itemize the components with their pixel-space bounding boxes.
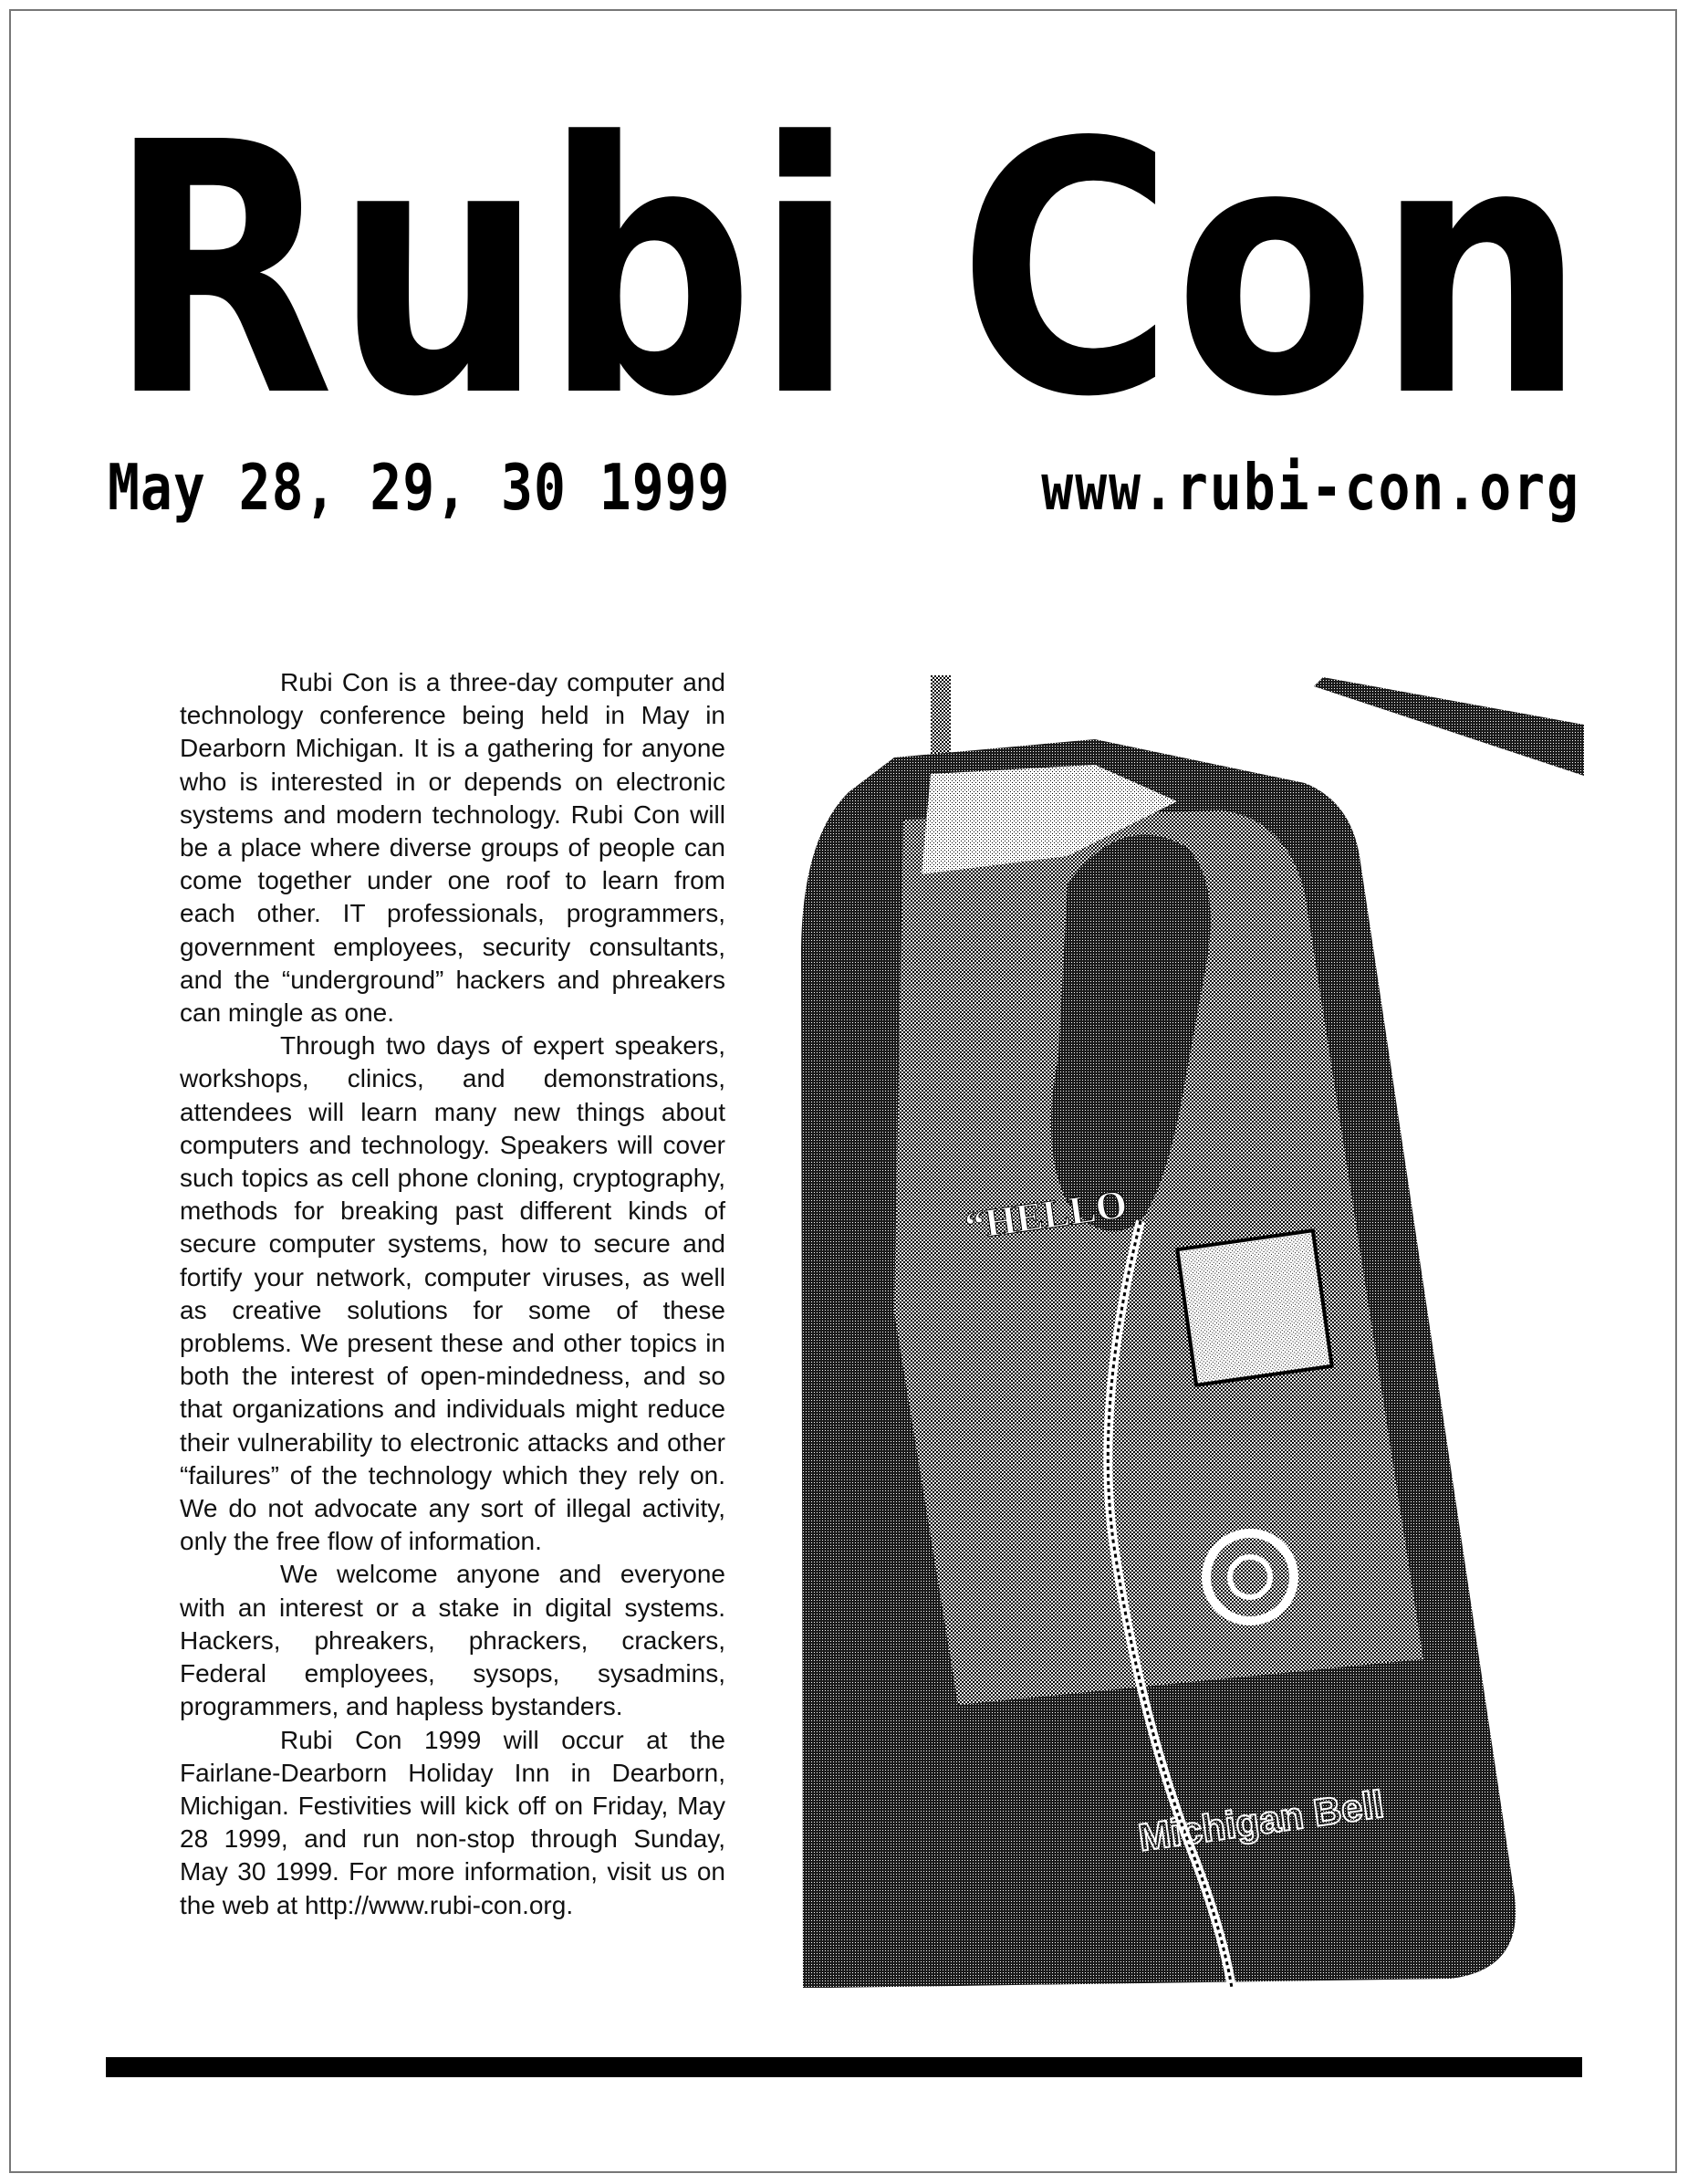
paragraph-welcome: We welcome anyone and everyone with an interest or a stake in digital systems. Hackers, phreakers, phrackers, crackers, Federal employees, sysops, sysadmins, programmers, and hapless bystanders. xyxy=(180,1560,725,1721)
website-url: www.rubi-con.org xyxy=(1041,450,1580,525)
paragraph-topics: Through two days of expert speakers, workshops, clinics, and demonstrations, attendees will learn many new things about computers and technology. Speakers will cover such topics as cell phone cloning, cryptography, methods for breaking past different kinds of secure computer systems, how to secure and fortify your network, computer viruses, as well as creative solutions for some of these problems. We present these and other topics in both the interest of open-mindedness, and so that organizations and individuals might reduce their vulnerability to electronic attacks and other “failures” of the technology which they rely on. We do not advocate any sort of illegal activity, only the free flow of information. xyxy=(180,1031,725,1556)
footer-rule xyxy=(106,2057,1582,2077)
page-title: Rubi Con xyxy=(108,117,1586,402)
instruction-card xyxy=(1177,1230,1331,1385)
paragraph-location: Rubi Con 1999 will occur at the Fairlane-Dearborn Holiday Inn in Dearborn, Michigan. Festivities will kick off on Friday, May 28 1999, and run non-stop through Sunday, May 30 1999. For more information, visit us on the web at http://www.rubi-con.org. xyxy=(180,1725,725,1919)
paragraph-intro: Rubi Con is a three-day computer and technology conference being held in May in Dearborn Michigan. It is a gathering for anyone who is interested in or depends on electronic systems and modern technology. Rubi Con will be a place where diverse groups of people can come together under one roof to learn from each other. IT professionals, programmers, government employees, security consultants, and the “underground” hackers and phreakers can mingle as one. xyxy=(180,668,725,1028)
diagonal-bar xyxy=(1314,677,1584,776)
event-dates: May 28, 29, 30 1999 xyxy=(108,450,731,525)
payphone-icon xyxy=(794,674,1584,1990)
hello-sign: “HELLO xyxy=(962,1181,1131,1249)
payphone-photo xyxy=(794,674,1584,1990)
masthead-title-graphic xyxy=(108,117,1586,402)
masthead xyxy=(108,117,1586,402)
brand-text: Michigan Bell xyxy=(1135,1782,1387,1859)
body-column xyxy=(180,666,725,1922)
